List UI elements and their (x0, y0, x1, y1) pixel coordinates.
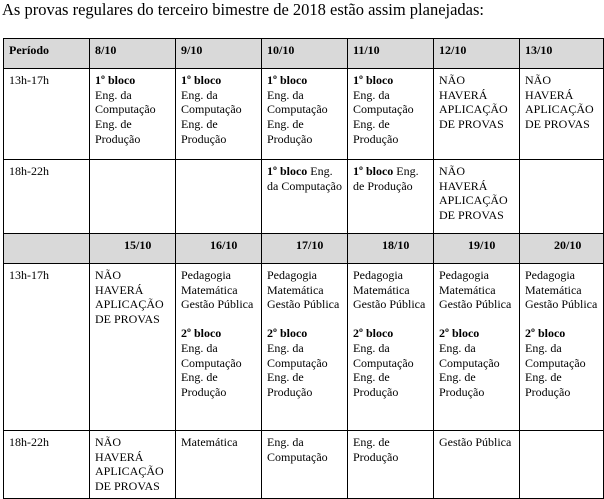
schedule-row (4, 431, 604, 499)
course-line: Gestão Pública (439, 297, 512, 312)
cell-text: NÃO HAVERÁ APLICAÇÃO DE PROVAS (525, 73, 594, 132)
date-header-cell: 15/10 (90, 234, 176, 264)
date-header-cell: 19/10 (434, 234, 520, 264)
schedule-cell (348, 264, 434, 431)
cell-text: Gestão Pública (439, 435, 512, 449)
course-line: Matemática (353, 282, 410, 297)
time-slot-cell: 18h-22h (4, 160, 90, 234)
course-line: Eng. de Produção (353, 370, 399, 399)
bloco-label: 2º bloco (267, 326, 308, 341)
course-line: Eng. de Produção (353, 117, 399, 146)
header-row (4, 234, 604, 264)
date-header-cell: 13/10 (520, 39, 604, 69)
schedule-cell (520, 264, 604, 431)
bloco-label: 1º bloco (353, 73, 394, 87)
course-text: Eng. de Produção (353, 164, 419, 193)
course-line: Eng. da Computação (353, 340, 414, 370)
date-header-cell: 10/10 (262, 39, 348, 69)
schedule-row (4, 69, 604, 160)
date-header-cell: 12/10 (434, 39, 520, 69)
course-text: Eng. da Computação (267, 164, 342, 193)
schedule-cell (90, 431, 176, 499)
schedule-cell (262, 69, 348, 160)
bloco-label: 2º bloco (353, 326, 394, 341)
schedule-cell (434, 264, 520, 431)
cell-text: NÃO HAVERÁ APLICAÇÃO DE PROVAS (95, 435, 164, 494)
cell-text: NÃO HAVERÁ APLICAÇÃO DE PROVAS (439, 164, 508, 223)
course-line: Matemática (267, 282, 324, 297)
intro-text: As provas regulares do terceiro bimestre de 2018 estão assim planejadas: (2, 0, 485, 19)
bloco-label: 1º bloco (267, 164, 308, 178)
schedule-cell (520, 160, 604, 234)
course-line: Eng. da Computação (439, 340, 500, 370)
schedule-cell (434, 69, 520, 160)
schedule-cell (434, 160, 520, 234)
schedule-row (4, 160, 604, 234)
course-line: Eng. da Computação (181, 87, 242, 117)
course-line: Matemática (525, 282, 582, 297)
period-header-cell (4, 234, 90, 264)
course-line: Eng. de Produção (267, 117, 313, 146)
time-slot-cell: 13h-17h (4, 264, 90, 431)
course-line: Pedagogia (181, 268, 231, 282)
date-header-cell: 8/10 (90, 39, 176, 69)
course-line: Eng. de Produção (525, 370, 571, 399)
schedule-cell (348, 160, 434, 234)
course-line: Eng. de Produção (439, 370, 485, 399)
schedule-cell (90, 69, 176, 160)
course-line: Gestão Pública (353, 297, 426, 312)
bloco-label: 1º bloco (267, 73, 308, 87)
bloco-label: 1º bloco (181, 73, 222, 87)
bloco-label: 2º bloco (439, 326, 480, 341)
date-header-cell: 20/10 (520, 234, 604, 264)
course-line: Eng. de Produção (95, 117, 141, 146)
schedule-cell (90, 160, 176, 234)
bloco-label: 1º bloco (353, 164, 394, 178)
course-line: Gestão Pública (267, 297, 340, 312)
schedule-cell (176, 431, 262, 499)
schedule-row (4, 264, 604, 431)
course-line: Eng. da Computação (95, 87, 156, 117)
schedule-cell (348, 69, 434, 160)
course-line: Gestão Pública (181, 297, 254, 312)
course-line: Pedagogia (353, 268, 403, 282)
bloco-label: 1º bloco (95, 73, 136, 87)
schedule-cell (176, 264, 262, 431)
course-line: Eng. de Produção (181, 117, 227, 146)
header-row (4, 39, 604, 69)
course-line: Pedagogia (525, 268, 575, 282)
date-header-cell: 9/10 (176, 39, 262, 69)
schedule-cell (434, 431, 520, 499)
bloco-label: 2º bloco (525, 326, 566, 341)
exam-schedule-table (3, 38, 604, 499)
date-header-cell: 17/10 (262, 234, 348, 264)
schedule-cell (348, 431, 434, 499)
cell-text: Eng. da Computação (267, 435, 328, 464)
schedule-cell (262, 160, 348, 234)
course-line: Eng. da Computação (525, 340, 586, 370)
course-line: Matemática (439, 282, 496, 297)
cell-text: Eng. de Produção (353, 435, 399, 464)
course-line: Eng. da Computação (267, 87, 328, 117)
cell-text: NÃO HAVERÁ APLICAÇÃO DE PROVAS (95, 268, 164, 327)
date-header-cell: 11/10 (348, 39, 434, 69)
course-line: Matemática (181, 282, 238, 297)
course-line: Eng. de Produção (181, 370, 227, 399)
schedule-cell (262, 264, 348, 431)
course-line: Gestão Pública (525, 297, 598, 312)
time-slot-cell: 13h-17h (4, 69, 90, 160)
schedule-cell (520, 431, 604, 499)
course-line: Pedagogia (267, 268, 317, 282)
course-line: Eng. de Produção (267, 370, 313, 399)
schedule-cell (262, 431, 348, 499)
course-line: Eng. da Computação (181, 340, 242, 370)
cell-text: NÃO HAVERÁ APLICAÇÃO DE PROVAS (439, 73, 508, 132)
period-header-cell: Período (4, 39, 90, 69)
bloco-label: 2º bloco (181, 326, 222, 341)
date-header-cell: 18/10 (348, 234, 434, 264)
course-line: Eng. da Computação (267, 340, 328, 370)
schedule-cell (176, 69, 262, 160)
schedule-cell (90, 264, 176, 431)
date-header-cell: 16/10 (176, 234, 262, 264)
cell-text: Matemática (181, 435, 238, 449)
course-line: Pedagogia (439, 268, 489, 282)
schedule-cell (176, 160, 262, 234)
time-slot-cell: 18h-22h (4, 431, 90, 499)
schedule-cell (520, 69, 604, 160)
course-line: Eng. da Computação (353, 87, 414, 117)
